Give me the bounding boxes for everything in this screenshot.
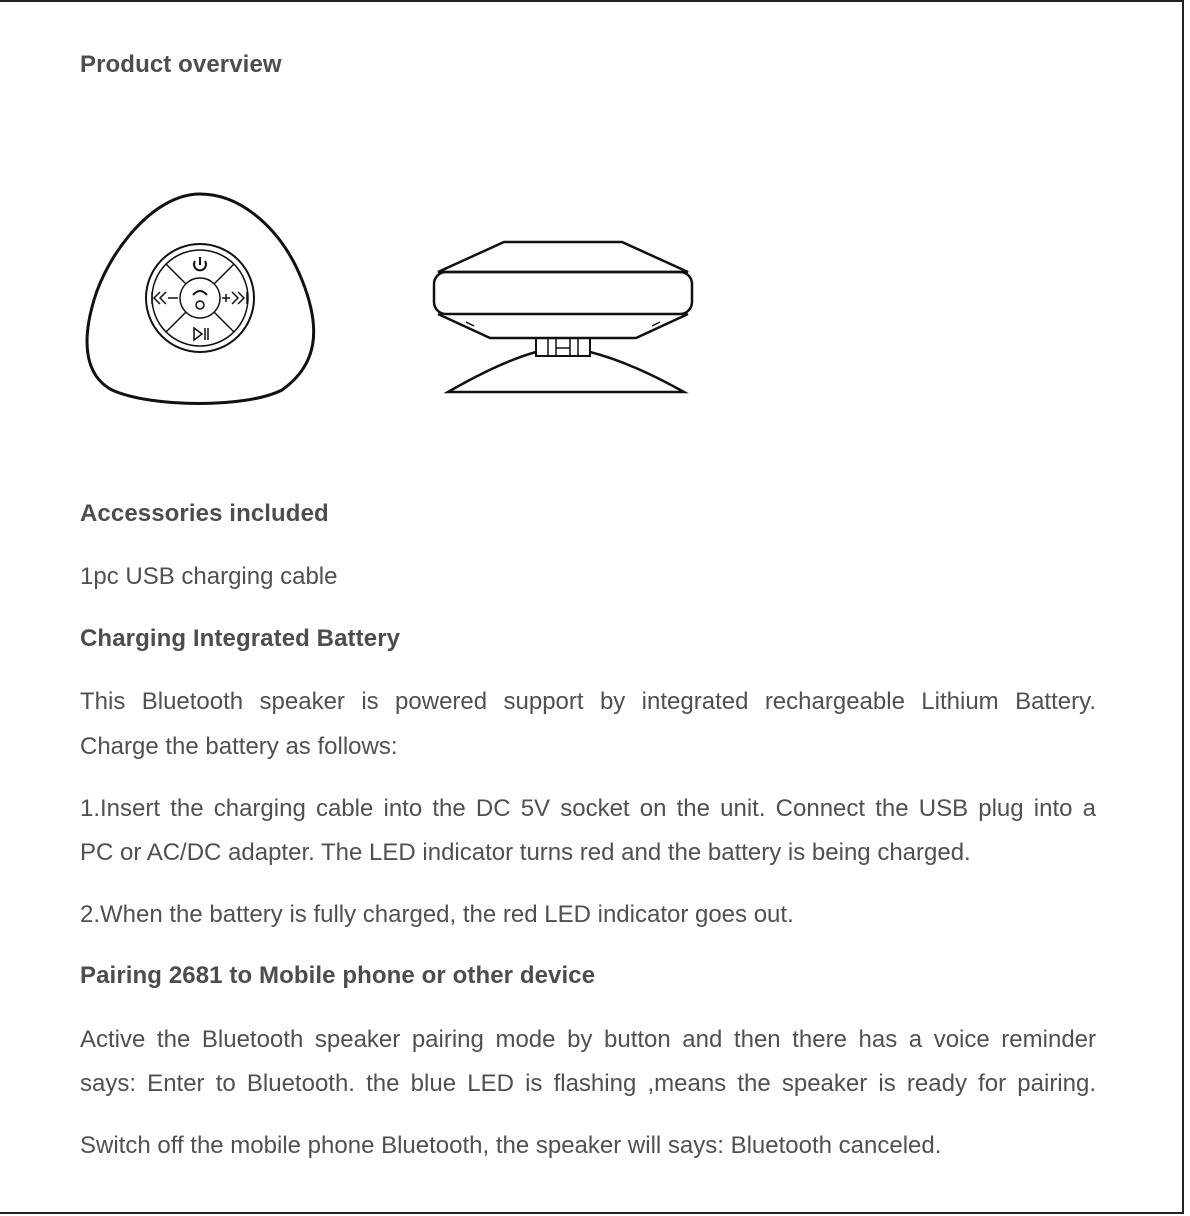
step1-line1: 1.Insert the charging cable into the DC 5V socket on the unit. Connect the USB plug into a bbox=[80, 795, 1096, 822]
next-volume-up-icon bbox=[222, 292, 247, 304]
step2-text: 2.When the battery is fully charged, the red LED indicator goes out. bbox=[80, 901, 794, 928]
accessories-text: 1pc USB charging cable bbox=[80, 563, 338, 590]
play-pause-icon bbox=[194, 328, 208, 340]
pairing-off-text: Switch off the mobile phone Bluetooth, the speaker will says: Bluetooth canceled. bbox=[80, 1132, 942, 1159]
speaker-side-view-illustration bbox=[430, 238, 696, 398]
suction-cup-base bbox=[448, 338, 684, 392]
speaker-top-view-illustration bbox=[82, 190, 322, 406]
pairing-heading: Pairing 2681 to Mobile phone or other device bbox=[80, 962, 596, 989]
phone-icon bbox=[193, 291, 207, 309]
power-icon bbox=[194, 257, 206, 270]
speaker-body bbox=[434, 242, 692, 338]
accessories-heading: Accessories included bbox=[80, 500, 329, 527]
product-overview-heading: Product overview bbox=[80, 51, 282, 78]
charging-intro-line2: Charge the battery as follows: bbox=[80, 733, 398, 760]
pairing-line2: says: Enter to Bluetooth. the blue LED is flashing ,means the speaker is ready for pairing. bbox=[80, 1070, 1096, 1097]
previous-volume-down-icon bbox=[152, 292, 178, 304]
charging-intro-line1: This Bluetooth speaker is powered support by integrated rechargeable Lithium Battery. bbox=[80, 688, 1096, 715]
pairing-line1: Active the Bluetooth speaker pairing mode by button and then there has a voice reminder bbox=[80, 1026, 1096, 1053]
step1-line2: PC or AC/DC adapter. The LED indicator turns red and the battery is being charged. bbox=[80, 839, 971, 866]
charging-heading: Charging Integrated Battery bbox=[80, 625, 401, 652]
